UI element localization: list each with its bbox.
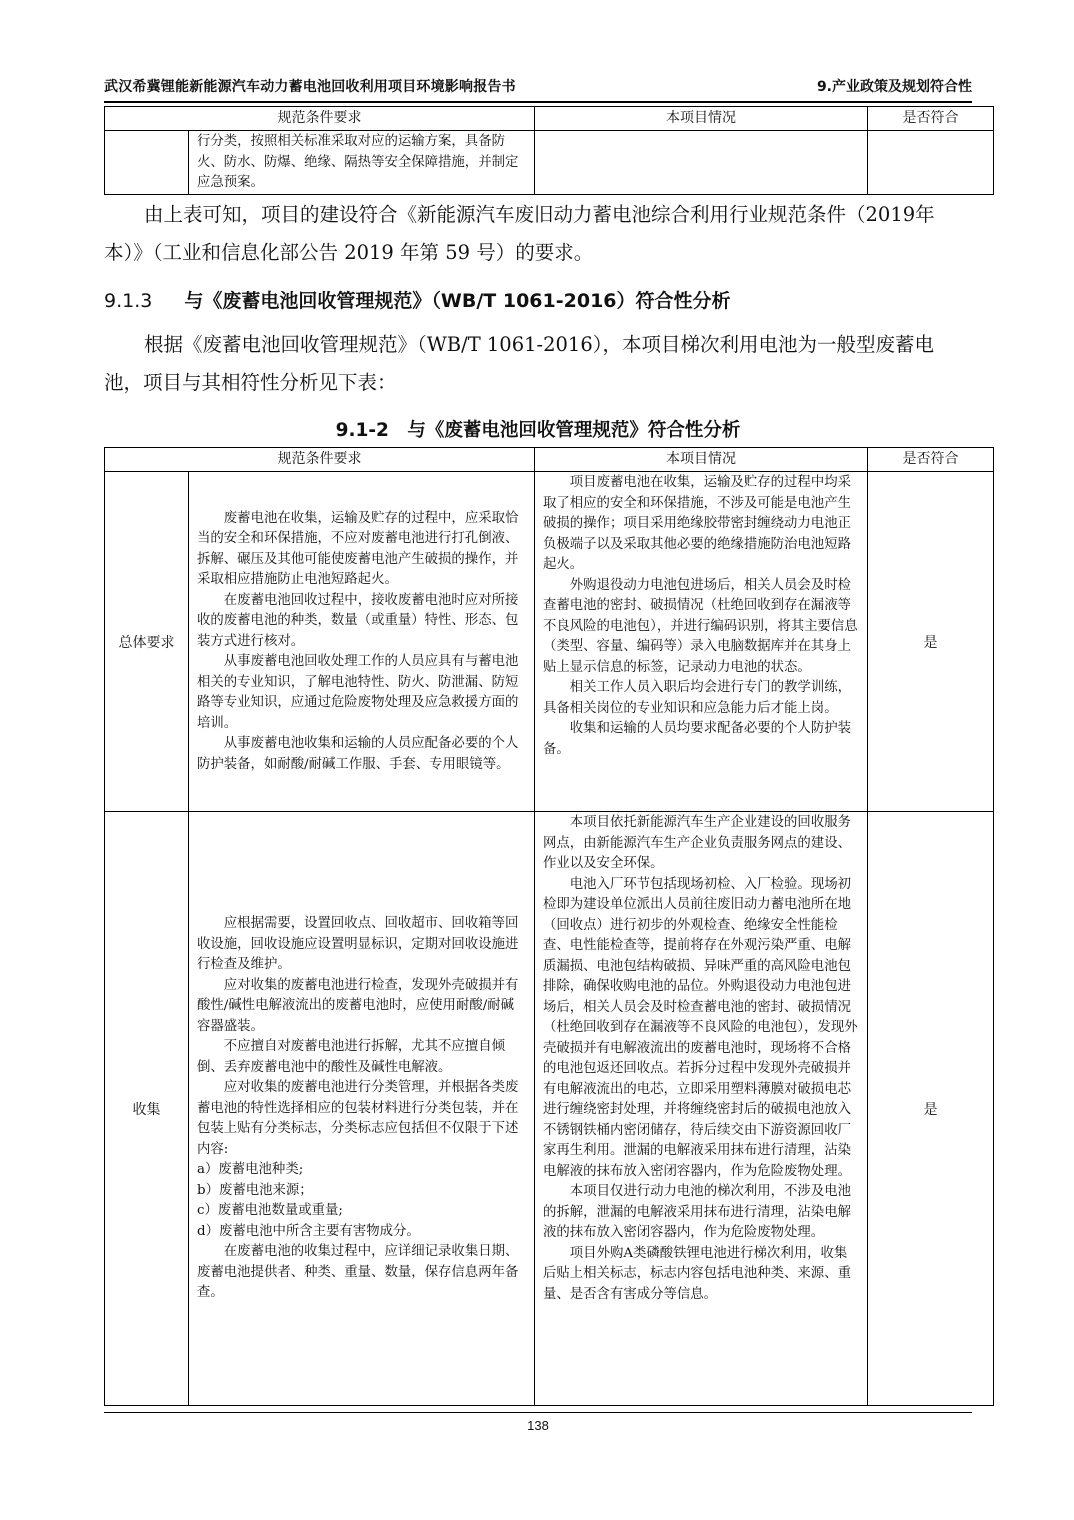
requirement-paragraph: 在废蓄电池的收集过程中，应详细记录收集日期、废蓄电池提供者、种类、重量、数量，保存信息两年备查。 (197, 1244, 519, 1301)
situation-paragraph: 电池入厂环节包括现场初检、入厂检验。现场初检即为建设单位派出人员前往废旧动力蓄电池所在地（回收点）进行初步的外观检查、绝缘安全性能检查、电性能检查等，提前将存在外观污染严重、电解质漏损、电池包结构破损、异味严重的高风险电池包排除，确保收购电池的品位。外购退役动力电池包进场后，相关人员会及时检查蓄电池的密封、破损情况（杜绝回收到存在漏液等不良风险的电池包），发现外壳破损并有电解液流出的废蓄电池时，现场将不合格的电池包返还回收点。若拆分过程中发现外壳破损并有电解液流出的电芯，立即采用塑料薄膜对破损电芯进行缠绕密封处理，并将缠绕密封后的破损电池放入不锈钢铁桶内密闭储存，待后续交由下游资源回收厂家再生利用。泄漏的电解液采用抹布进行清理，沾染电解液的抹布放入密闭容器内，作为危险废物处理。 (543, 876, 858, 1179)
table-row (105, 131, 994, 195)
intro-text: 根据《废蓄电池回收管理规范》（WB/T 1061-2016），本项目梯次利用电池为一般型废蓄电池，项目与其相符性分析见下表： (104, 333, 934, 394)
header-situation: 本项目情况 (535, 107, 868, 131)
situation-cell (535, 131, 868, 195)
footer-rule (104, 1412, 972, 1413)
requirement-list-item: c）废蓄电池数量或重量; (197, 1203, 343, 1219)
continuation-table (104, 106, 994, 195)
header-requirement: 规范条件要求 (105, 448, 535, 472)
situation-paragraph: 本项目依托新能源汽车生产企业建设的回收服务网点，由新能源汽车生产企业负责服务网点的建设、作业以及安全环保。 (543, 815, 851, 871)
situation-cell (535, 812, 868, 1406)
conclusion-paragraph (104, 196, 972, 272)
header-compliant: 是否符合 (868, 107, 994, 131)
requirement-cell (189, 472, 535, 812)
category-cell: 总体要求 (105, 472, 189, 812)
compliance-table (104, 447, 994, 1406)
requirement-text: 行分类，按照相关标准采取对应的运输方案，具备防火、防水、防爆、绝缘、隔热等安全保障措施，并制定应急预案。 (197, 134, 519, 190)
header-situation: 本项目情况 (535, 448, 868, 472)
requirement-list-item: a）废蓄电池种类; (197, 1162, 304, 1178)
header-requirement: 规范条件要求 (105, 107, 535, 131)
table-row (105, 812, 994, 1406)
requirement-list-item: d）废蓄电池中所含主要有害物成分。 (197, 1223, 420, 1239)
requirement-cell (189, 812, 535, 1406)
header-compliant: 是否符合 (868, 448, 994, 472)
page-header (104, 76, 972, 100)
table-header-row (105, 107, 994, 131)
table-row (105, 472, 994, 812)
requirement-paragraph: 不应擅自对废蓄电池进行拆解，尤其不应擅自倾倒、丢弃废蓄电池中的酸性及碱性电解液。 (197, 1039, 505, 1075)
section-title: 与《废蓄电池回收管理规范》（WB/T 1061-2016）符合性分析 (184, 290, 731, 312)
conclusion-text: 由上表可知，项目的建设符合《新能源汽车废旧动力蓄电池综合利用行业规范条件（2019年本）》（工业和信息化部公告 2019 年第 59 号）的要求。 (104, 203, 935, 264)
compliant-cell: 是 (868, 812, 994, 1406)
intro-paragraph (104, 326, 972, 402)
requirement-paragraph: 应根据需要，设置回收点、回收超市、回收箱等回收设施，回收设施应设置明显标识，定期对回收设施进行检查及维护。 (197, 916, 519, 973)
compliant-cell: 是 (868, 472, 994, 812)
chapter-title: 9.产业政策及规划符合性 (816, 79, 972, 95)
section-number: 9.1.3 (104, 290, 153, 312)
category-cell: 收集 (105, 812, 189, 1406)
page-number: 138 (527, 1418, 549, 1433)
situation-paragraph: 相关工作人员入职后均会进行专门的教学训练，具备相关岗位的专业知识和应急能力后才能上岗。 (543, 680, 851, 716)
requirement-paragraph: 应对收集的废蓄电池进行检查，发现外壳破损并有酸性/碱性电解液流出的废蓄电池时，应使用耐酸/耐碱容器盛装。 (197, 977, 519, 1034)
requirement-paragraph: 在废蓄电池回收过程中，接收废蓄电池时应对所接收的废蓄电池的种类，数量（或重量）特性、形态、包装方式进行核对。 (197, 592, 519, 649)
requirement-cell (189, 131, 535, 195)
situation-cell (535, 472, 868, 812)
table-caption: 9.1-2 与《废蓄电池回收管理规范》符合性分析 (335, 420, 741, 441)
situation-paragraph: 项目外购A类磷酸铁锂电池进行梯次利用，收集后贴上相关标志，标志内容包括电池种类、来源、重量、是否含有害成分等信息。 (543, 1245, 851, 1302)
situation-paragraph: 项目废蓄电池在收集，运输及贮存的过程中均采取了相应的安全和环保措施，不涉及可能是电池产生破损的操作；项目采用绝缘胶带密封缠绕动力电池正负极端子以及采取其他必要的绝缘措施防治电池短路起火。 (543, 475, 851, 572)
requirement-paragraph: 应对收集的废蓄电池进行分类管理，并根据各类废蓄电池的特性选择相应的包装材料进行分类包装，并在包装上贴有分类标志，分类标志应包括但不仅限于下述内容: (197, 1080, 519, 1157)
document-title: 武汉希冀锂能新能源汽车动力蓄电池回收利用项目环境影响报告书 (104, 79, 516, 95)
requirement-paragraph: 废蓄电池在收集，运输及贮存的过程中，应采取恰当的安全和环保措施，不应对废蓄电池进行打孔倒液、拆解、碾压及其他可能使废蓄电池产生破损的操作，并采取相应措施防止电池短路起火。 (197, 510, 519, 588)
compliant-cell (868, 131, 994, 195)
requirement-list-item: b）废蓄电池来源； (197, 1182, 313, 1198)
requirement-paragraph: 从事废蓄电池回收处理工作的人员应具有与蓄电池相关的专业知识，了解电池特性、防火、防泄漏、防短路等专业知识，应通过危险废物处理及应急救援方面的培训。 (197, 654, 519, 731)
situation-paragraph: 外购退役动力电池包进场后，相关人员会及时检查蓄电池的密封、破损情况（杜绝回收到存在漏液等不良风险的电池包），并进行编码识别，将其主要信息（类型、容量、编码等）录入电脑数据库并在其身上贴上显示信息的标签，记录动力电池的状态。 (543, 577, 858, 675)
situation-paragraph: 本项目仅进行动力电池的梯次利用，不涉及电池的拆解，泄漏的电解液采用抹布进行清理，沾染电解液的抹布放入密闭容器内，作为危险废物处理。 (543, 1184, 851, 1240)
category-cell (105, 131, 189, 195)
situation-paragraph: 收集和运输的人员均要求配备必要的个人防护装备。 (543, 721, 851, 757)
table-header-row (105, 448, 994, 472)
requirement-paragraph: 从事废蓄电池收集和运输的人员应配备必要的个人防护装备，如耐酸/耐碱工作服、手套、专用眼镜等。 (197, 736, 519, 772)
header-rule (104, 101, 972, 103)
section-heading (104, 286, 731, 313)
